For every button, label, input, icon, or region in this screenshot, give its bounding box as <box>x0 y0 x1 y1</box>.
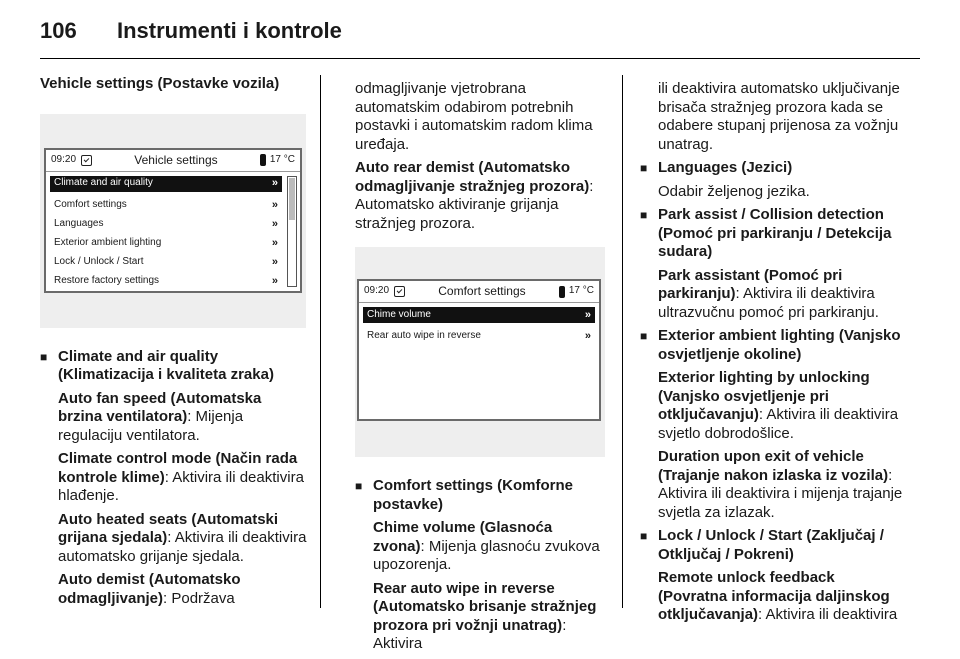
bullet-heading: ■ Lock / Unlock / Start (Zaključaj / Otključaj / Pokreni) <box>640 527 905 564</box>
menu-item-exterior-lighting[interactable]: Exterior ambient lighting » <box>50 234 282 253</box>
paragraph: Auto demist (Automatsko odmagljivanje): Podržava <box>58 571 241 607</box>
screen-title: Vehicle settings <box>134 152 218 167</box>
scrollbar[interactable] <box>287 176 297 287</box>
menu-item-lock-unlock[interactable]: Lock / Unlock / Start » <box>50 253 282 272</box>
settings-menu <box>50 176 282 291</box>
paragraph: Park assistant (Pomoć pri parkiranju): Aktivira ili deaktivira ultrazvučnu pomoć pri parkiranju. <box>658 266 879 321</box>
menu-item-chime-volume[interactable]: Chime volume » <box>363 307 595 323</box>
bullet-heading: ■ Exterior ambient lighting (Vanjsko osvjetljenje okoline) <box>640 327 905 364</box>
vehicle-settings-figure <box>40 114 306 328</box>
paragraph: ili deaktivira automatsko uključivanje brisača stražnjeg prozora kada se odabere stupanj prijenosa za vožnju unatrag. <box>658 80 900 153</box>
paragraph: Auto fan speed (Automatska brzina ventilatora): Mijenja regulaciju ventilatora. <box>58 389 262 444</box>
chevron-right-icon: » <box>584 308 591 321</box>
menu-item-rear-wipe[interactable]: Rear auto wipe in reverse » <box>363 327 595 346</box>
paragraph: Chime volume (Glasnoća zvona): Mijenja glasnoću zvukova upozorenja. <box>373 519 600 573</box>
display-screen <box>44 148 302 293</box>
section-heading: Vehicle settings (Postavke vozila) <box>40 75 280 92</box>
bullet-heading: ■ Climate and air quality (Klimatizacija i kvaliteta zraka) <box>40 348 308 385</box>
screen-header <box>46 150 300 172</box>
bullet-heading: ■ Park assist / Collision detection (Pomoć pri parkiranju / Detekcija sudara) <box>640 206 905 262</box>
thermometer-icon <box>260 154 266 166</box>
screen-header <box>359 281 599 303</box>
paragraph: odmagljivanje vjetrobrana automatskim odabirom potrebnih postavki i automatskim radom klima uređaja. <box>355 80 593 153</box>
menu-item-languages[interactable]: Languages » <box>50 215 282 234</box>
page-title: Instrumenti i kontrole <box>117 18 342 43</box>
scroll-thumb[interactable] <box>289 178 295 220</box>
page-header <box>40 18 342 44</box>
column-divider <box>320 75 321 608</box>
chevron-right-icon: » <box>271 177 278 190</box>
bullet-heading: ■ Languages (Jezici) <box>640 159 905 178</box>
header-rule <box>40 58 920 59</box>
paragraph: Duration upon exit of vehicle (Trajanje nakon izlaska iz vozila): Aktivira ili deaktivira i mijenja trajanje svjetla za izlazak. <box>658 448 903 521</box>
chevron-right-icon: » <box>271 236 278 249</box>
temperature: 17 °C <box>568 285 594 297</box>
paragraph: Rear auto wipe in reverse (Automatsko brisanje stražnjeg prozora pri vožnji unatrag): Aktivira <box>373 579 597 652</box>
paragraph: Odabir željenog jezika. <box>658 182 810 200</box>
column-divider <box>622 75 623 608</box>
menu-item-comfort[interactable]: Comfort settings » <box>50 196 282 215</box>
screen-title: Comfort settings <box>438 284 526 299</box>
thermometer-icon <box>559 286 565 298</box>
comfort-settings-figure <box>355 247 605 457</box>
bullet-heading: ■ Comfort settings (Komforne postavke) <box>355 477 605 514</box>
display-screen <box>357 279 601 421</box>
temperature: 17 °C <box>269 153 295 165</box>
paragraph: Climate control mode (Način rada kontrole klime): Aktivira ili deaktivira hlađenje. <box>58 450 304 504</box>
chevron-right-icon: » <box>271 274 278 287</box>
clock-time: 09:20 <box>51 153 77 165</box>
paragraph: Auto heated seats (Automatski grijana sjedala): Aktivira ili deaktivira automatsko grijanje sjedala. <box>58 510 307 565</box>
chevron-right-icon: » <box>271 255 278 268</box>
page-number: 106 <box>40 18 77 43</box>
settings-menu <box>363 307 595 346</box>
chevron-right-icon: » <box>271 198 278 211</box>
check-icon <box>394 286 405 297</box>
clock-time: 09:20 <box>364 285 390 297</box>
paragraph: Remote unlock feedback (Povratna informacija daljinskog otključavanja): Aktivira ili deaktivira <box>658 569 898 623</box>
menu-item-climate[interactable]: Climate and air quality » <box>50 176 282 192</box>
paragraph: Exterior lighting by unlocking (Vanjsko osvjetljenje pri otključavanju): Aktivira ili deaktivira svjetlo dobrodošlice. <box>658 369 899 442</box>
paragraph: Auto rear demist (Automatsko odmagljivanje stražnjeg prozora): Automatsko aktiviranje grijanja stražnjeg prozora. <box>355 159 594 232</box>
column-3 <box>640 80 905 630</box>
chevron-right-icon: » <box>584 330 591 343</box>
column-2 <box>355 80 605 659</box>
check-icon <box>81 155 92 166</box>
chevron-right-icon: » <box>271 217 278 230</box>
column-1 <box>40 75 308 613</box>
menu-item-restore[interactable]: Restore factory settings » <box>50 272 282 291</box>
